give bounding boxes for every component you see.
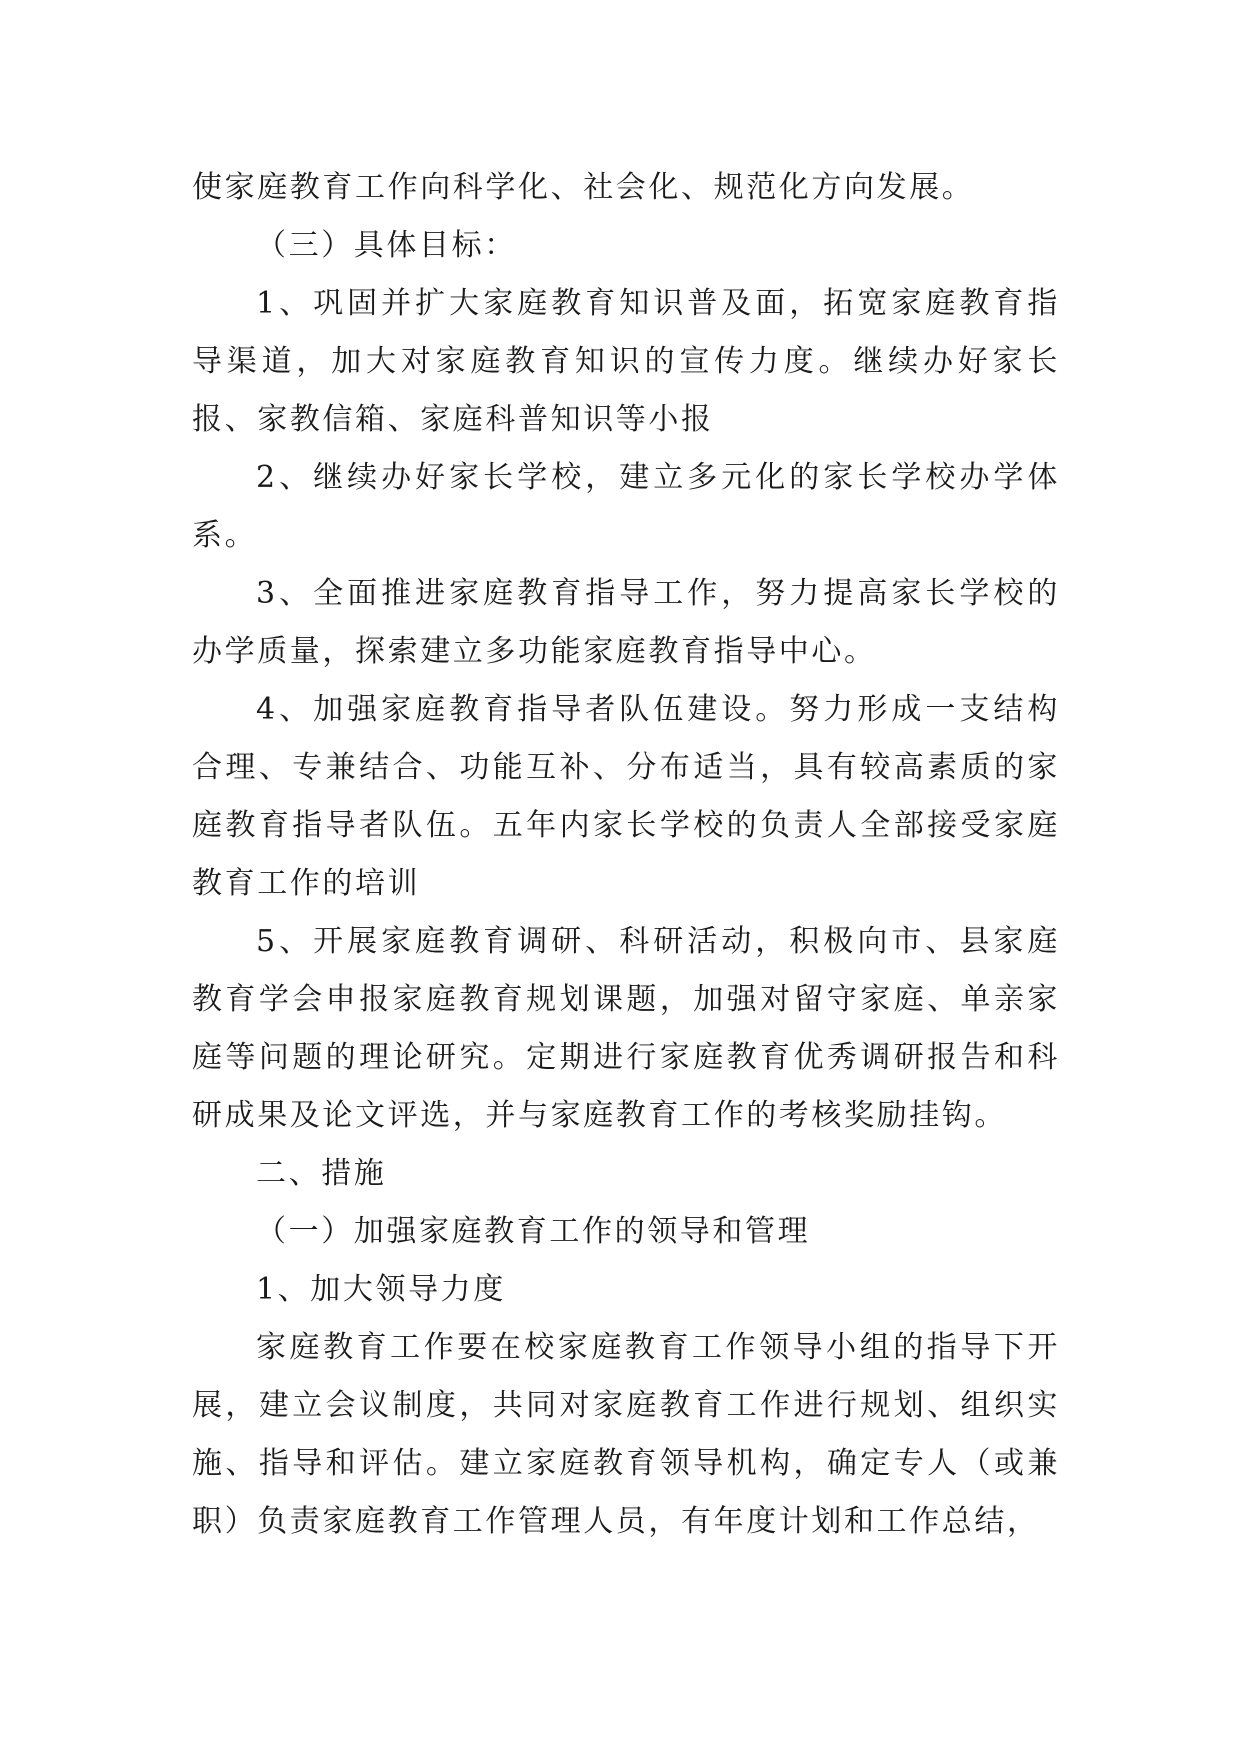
- goal-item-5: 5、开展家庭教育调研、科研活动，积极向市、县家庭教育学会申报家庭教育规划课题，加强对留守家庭、单亲家庭等问题的理论研究。定期进行家庭教育优秀调研报告和科研成果及论文评选，并与家庭教育工作的考核奖励挂钩。: [192, 924, 1060, 1133]
- goal-item-4: 4、加强家庭教育指导者队伍建设。努力形成一支结构合理、专兼结合、功能互补、分布适当，具有较高素质的家庭教育指导者队伍。五年内家长学校的负责人全部接受家庭教育工作的培训: [192, 692, 1060, 901]
- section-heading-measures: 二、措施: [256, 1156, 387, 1191]
- section-heading-specific-goals: （三）具体目标：: [256, 228, 517, 263]
- document-body: [192, 159, 1060, 1551]
- goal-item-3: 3、全面推进家庭教育指导工作，努力提高家长学校的办学质量，探索建立多功能家庭教育指导中心。: [192, 576, 1060, 669]
- goal-item-1: 1、巩固并扩大家庭教育知识普及面，拓宽家庭教育指导渠道，加大对家庭教育知识的宣传力度。继续办好家长报、家教信箱、家庭科普知识等小报: [192, 286, 1060, 437]
- paragraph-continuation: 使家庭教育工作向科学化、社会化、规范化方向发展。: [192, 170, 975, 205]
- measure-item-1: 1、加大领导力度: [256, 1272, 506, 1307]
- subsection-heading-leadership: （一）加强家庭教育工作的领导和管理: [256, 1214, 811, 1249]
- goal-item-2: 2、继续办好家长学校，建立多元化的家长学校办学体系。: [192, 460, 1060, 553]
- body-paragraph: 家庭教育工作要在校家庭教育工作领导小组的指导下开展，建立会议制度，共同对家庭教育工作进行规划、组织实施、指导和评估。建立家庭教育领导机构，确定专人（或兼职）负责家庭教育工作管理人员，有年度计划和工作总结，: [192, 1330, 1060, 1539]
